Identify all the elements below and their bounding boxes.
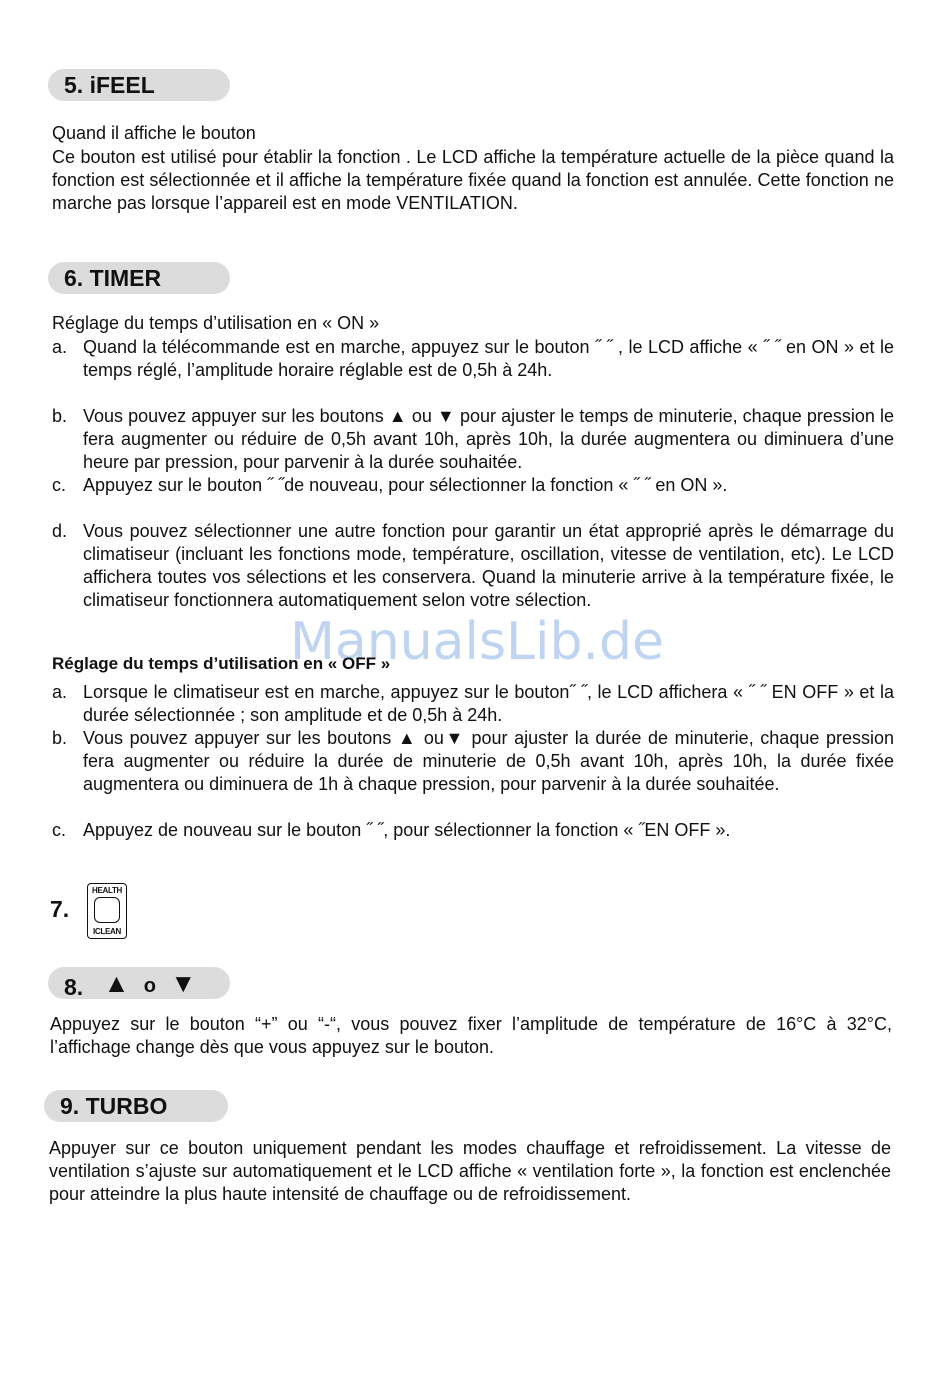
ifeel-paragraph: Ce bouton est utilisé pour établir la fonction . Le LCD affiche la température actuelle de la pièce quand la fonction est sélectionnée et il affiche la température fixée quand la fonction est annulée. Cette fonction ne marche pas lorsque l’appareil est en mode VENTILATION. (52, 147, 894, 213)
list-text: Lorsque le climatiseur est en marche, appuyez sur le bouton˝ ˝, le LCD affichera « ˝ ˝ EN OFF » et la durée sélectionnée ; son amplitude et de 0,5h à 24h. (83, 682, 894, 725)
button-square-icon (94, 897, 120, 923)
list-text: Vous pouvez sélectionner une autre fonction pour garantir un état approprié après le démarrage du climatiseur (incluant les fonctions mode, température, oscillation, vitesse de ventilation, etc). Le LCD affichera toutes vos sélections et les conservera. Quand la minuterie arrive à la température fixée, le climatiseur fonctionnera automatiquement selon votre sélection. (83, 521, 894, 610)
list-text: Appuyez sur le bouton ˝ ˝de nouveau, pour sélectionner la fonction « ˝ ˝ en ON ». (83, 475, 728, 495)
section-title-timer: 6. TIMER (48, 262, 230, 294)
arrow-down-icon: ▼ (170, 968, 197, 998)
timer-off-item-c (52, 819, 894, 842)
temp-paragraph: Appuyez sur le bouton “+” ou “-“, vous pouvez fixer l’amplitude de température de 16°C à 32°C, l’affichage change dès que vous appuyez sur le bouton. (50, 1014, 892, 1057)
list-text: Quand la télécommande est en marche, appuyez sur le bouton ˝ ˝ , le LCD affiche « ˝ ˝ en ON » et le temps réglé, l’amplitude horaire réglable est de 0,5h à 24h. (83, 337, 894, 380)
list-label: a. (52, 337, 68, 357)
list-label: a. (52, 682, 68, 702)
timer-on-item-c (52, 474, 894, 497)
ifeel-intro: Quand il affiche le bouton (52, 123, 256, 143)
list-label: b. (52, 406, 68, 426)
section-number-temp: 8. (64, 974, 84, 1000)
timer-on-item-d (52, 520, 894, 612)
timer-on-heading: Réglage du temps d’utilisation en « ON » (52, 313, 380, 333)
list-label: c. (52, 820, 67, 840)
turbo-paragraph: Appuyer sur ce bouton uniquement pendant les modes chauffage et refroidissement. La vitesse de ventilation s’ajuste sur automatiquement et le LCD affiche « ventilation forte », la fonction est enclenchée pour atteindre la plus haute intensité de chauffage ou de refroidissement. (49, 1138, 891, 1204)
list-text: Vous pouvez appuyer sur les boutons ▲ ou▼ pour ajuster la durée de minuterie, chaque pression fera augmenter ou réduire la durée de minuterie de 0,5h avant 10h, après 10h, la durée fixée augmentera ou diminuera de 1h à chaque pression, pour parvenir à la durée souhaitée. (83, 728, 894, 794)
section-title-temp (48, 967, 230, 999)
list-label: c. (52, 475, 67, 495)
list-text: Appuyez de nouveau sur le bouton ˝ ˝, pour sélectionner la fonction « ˝EN OFF ». (83, 820, 731, 840)
section-title-ifeel: 5. iFEEL (48, 69, 230, 101)
iclean-label: ICLEAN (93, 927, 121, 936)
section-title-turbo: 9. TURBO (44, 1090, 228, 1122)
arrow-up-icon: ▲ (103, 968, 130, 998)
timer-on-item-a (52, 336, 894, 382)
health-iclean-button-icon (87, 883, 127, 939)
health-label: HEALTH (91, 886, 123, 895)
timer-off-heading: Réglage du temps d’utilisation en « OFF » (52, 654, 391, 673)
or-label: o (143, 975, 156, 997)
list-label: d. (52, 521, 68, 541)
timer-off-item-a (52, 681, 894, 727)
watermark: ManualsLib.de (290, 612, 665, 672)
timer-off-item-b (52, 727, 894, 796)
section-number-health: 7. (50, 896, 70, 922)
list-text: Vous pouvez appuyer sur les boutons ▲ ou ▼ pour ajuster le temps de minuterie, chaque pression le fera augmenter ou réduire de 0,5h avant 10h, après 10h, la durée augmentera ou diminuera d’une heure par pression, pour parvenir à la durée souhaitée. (83, 406, 894, 472)
timer-on-item-b (52, 405, 894, 474)
list-label: b. (52, 728, 68, 748)
